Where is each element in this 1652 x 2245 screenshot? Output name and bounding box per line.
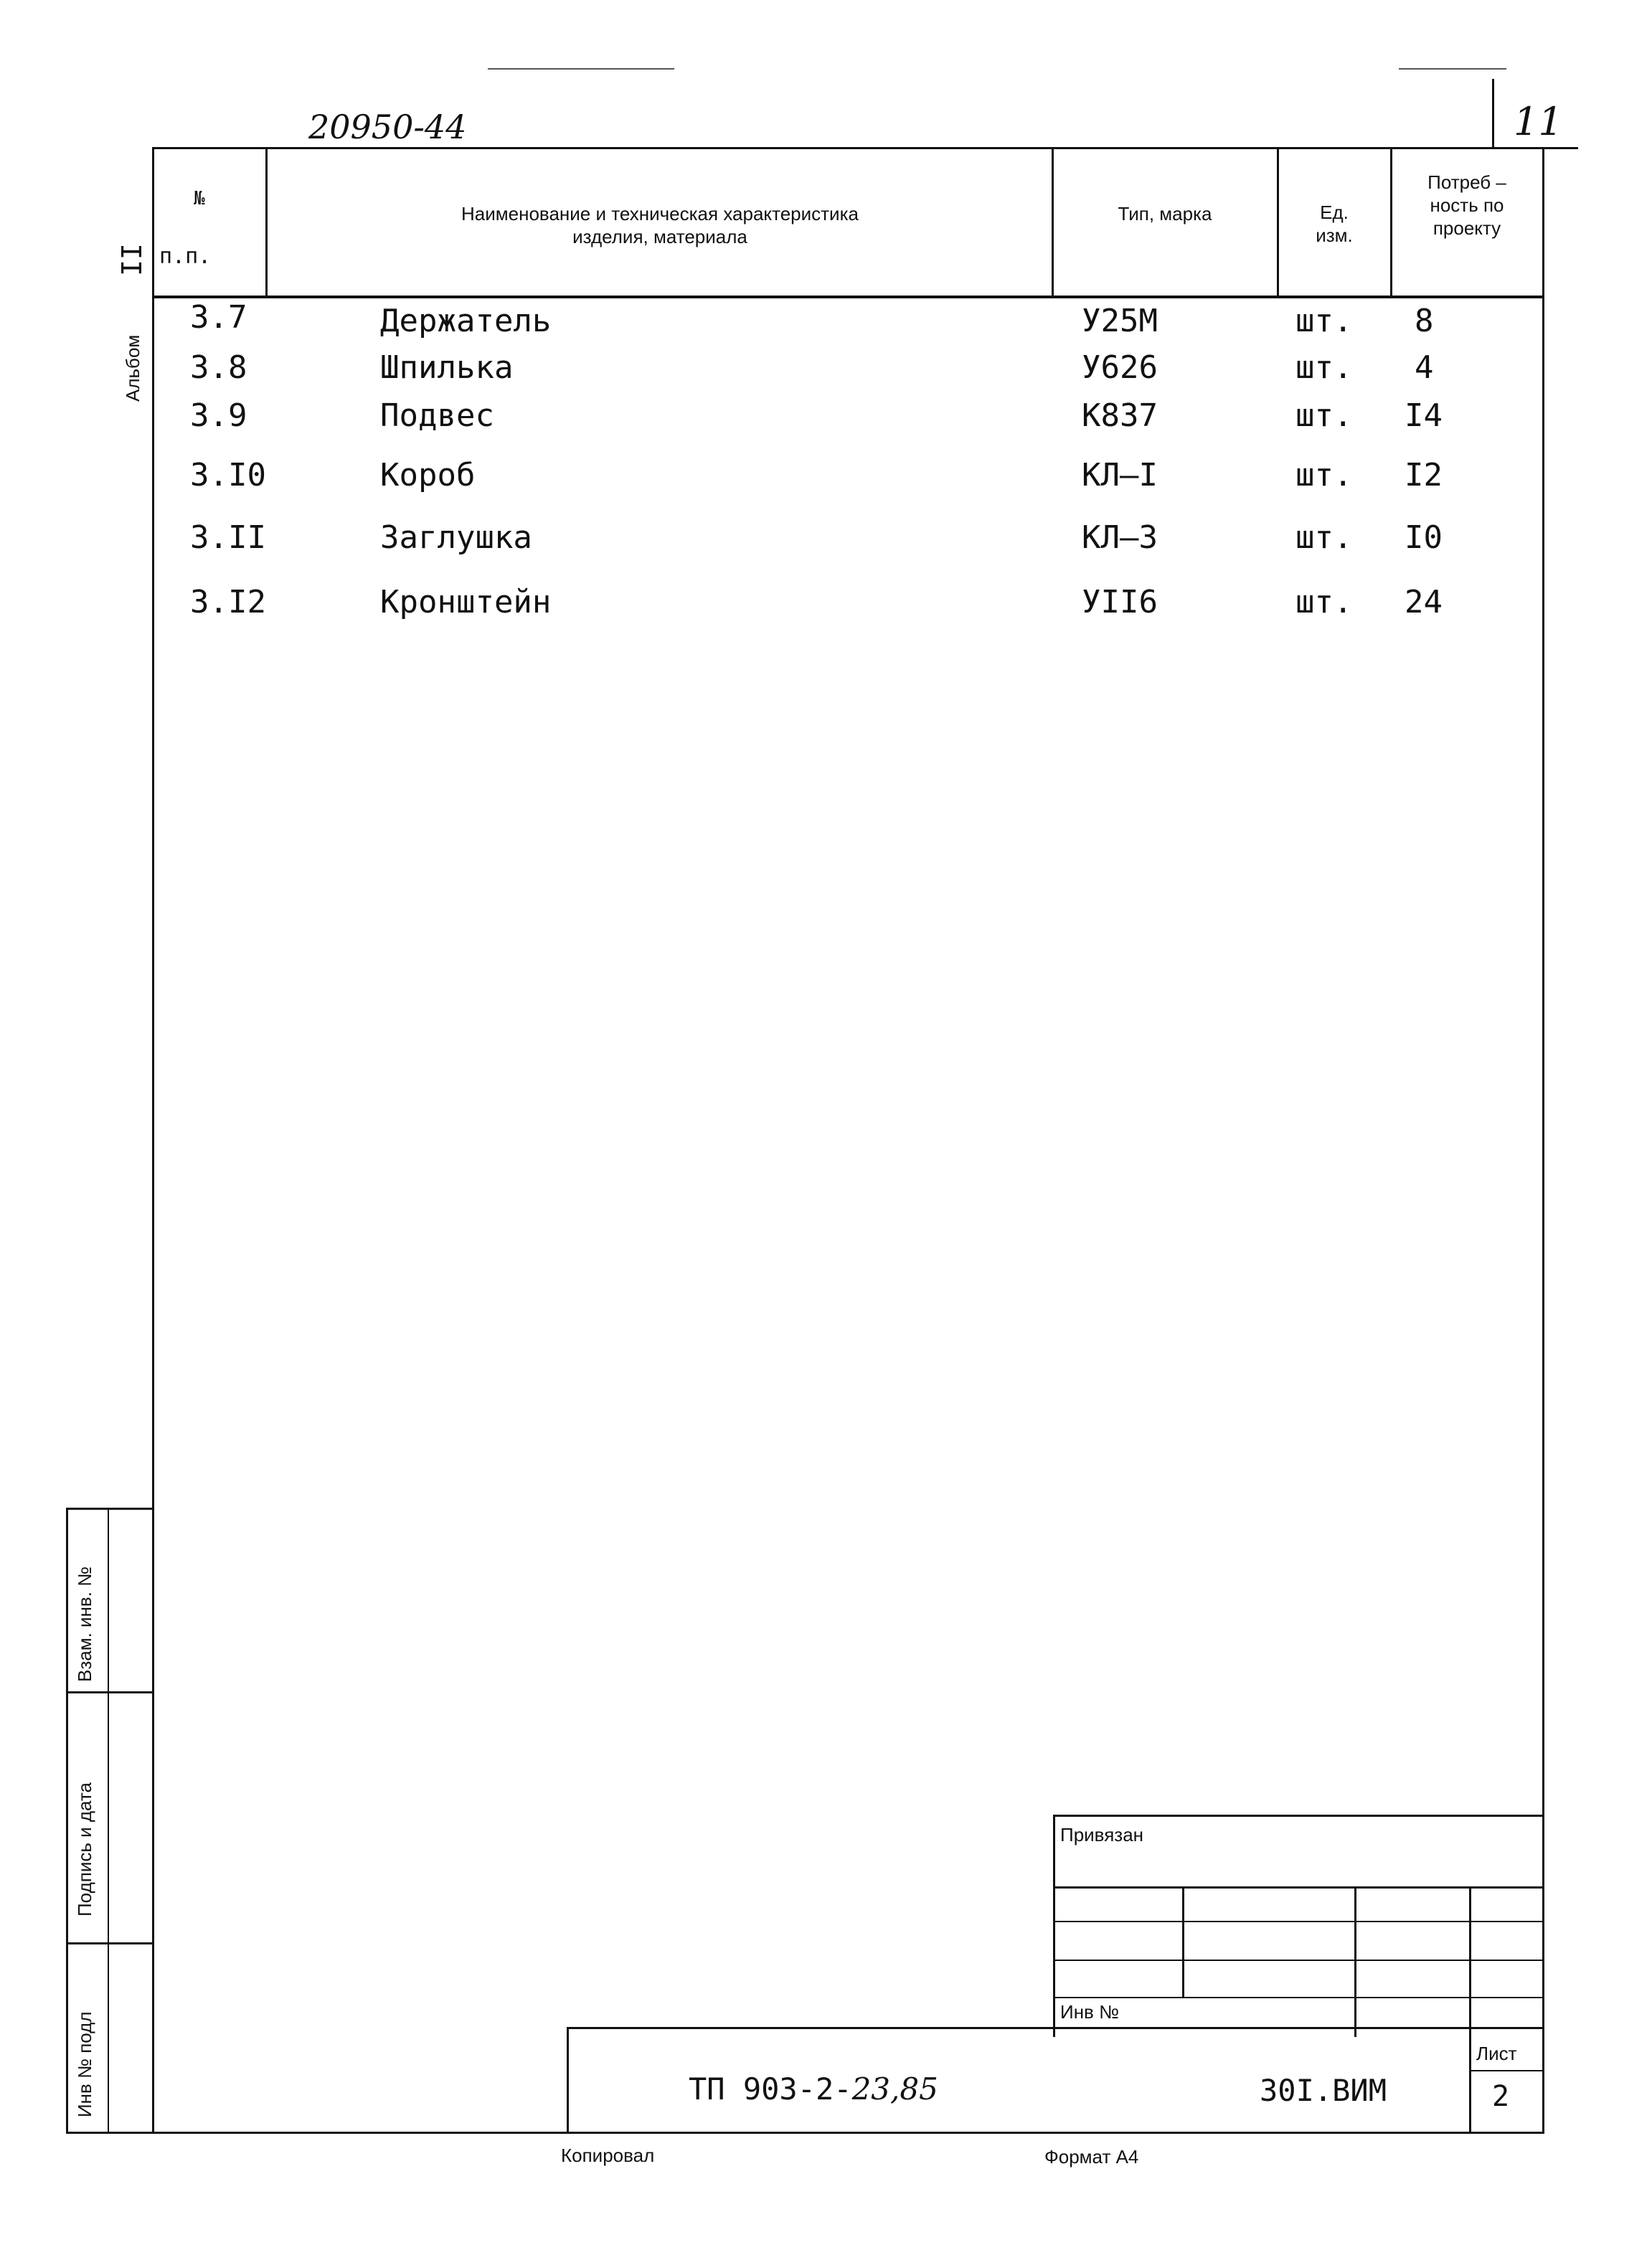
- header-col-sep-4: [1390, 147, 1392, 298]
- header-col-sep-1: [265, 147, 268, 298]
- header-col-sep-2: [1052, 147, 1054, 298]
- footer-format: Формат А4: [1044, 2146, 1139, 2168]
- tb-sheet-number: 2: [1492, 2080, 1510, 2113]
- row-num: 3.8: [190, 349, 247, 386]
- row-unit: шт.: [1295, 349, 1353, 386]
- row-type: УII6: [1082, 584, 1158, 620]
- header-name-line2: изделия, материала: [572, 226, 747, 247]
- row-name: Кронштейн: [380, 584, 552, 620]
- frame-right: [1542, 147, 1544, 2134]
- side-stamp-sep-2: [66, 1942, 152, 1944]
- doc-block-top: [567, 2027, 1544, 2029]
- tb-col-3: [1469, 1886, 1471, 2132]
- header-unit-line1: Ед.: [1320, 202, 1349, 223]
- row-name: Короб: [380, 457, 476, 493]
- side-stamp-bottom: [66, 2132, 152, 2134]
- side-stamp-podpis: Подпись и дата: [74, 1782, 95, 1916]
- row-qty: 8: [1415, 303, 1434, 339]
- tb-privyazan: Привязан: [1060, 1824, 1144, 1845]
- row-type: КЛ–I: [1082, 457, 1158, 493]
- sheet-label-sep: [1469, 2070, 1544, 2071]
- row-name: Держатель: [380, 303, 552, 339]
- row-num: 3.7: [190, 299, 247, 336]
- header-unit: [1280, 201, 1389, 247]
- row-unit: шт.: [1295, 397, 1353, 434]
- row-qty: I0: [1405, 519, 1443, 556]
- doc-suffix: 23,85: [851, 2071, 938, 2107]
- side-stamp-inv-podl: Инв № подл: [74, 2011, 95, 2117]
- album-roman: II: [116, 243, 148, 276]
- row-qty: I2: [1405, 457, 1443, 493]
- header-bottom-line: [152, 296, 1544, 298]
- header-unit-line2: изм.: [1316, 225, 1353, 246]
- row-name: Шпилька: [380, 349, 514, 386]
- row-qty: 24: [1405, 584, 1443, 620]
- side-stamp-vzam: Взам. инв. №: [74, 1566, 95, 1682]
- tb-col-2: [1354, 1886, 1356, 2037]
- row-type: К837: [1082, 397, 1158, 434]
- top-scan-mark-right: [1399, 68, 1506, 70]
- frame-top: [152, 147, 1578, 149]
- row-qty: 4: [1415, 349, 1434, 386]
- tb-col-1: [1182, 1886, 1184, 1998]
- page-corner-number: 11: [1514, 99, 1563, 144]
- tb-left: [1053, 1815, 1055, 2037]
- handwritten-code: 20950-44: [308, 108, 467, 146]
- row-unit: шт.: [1295, 584, 1353, 620]
- header-col-sep-3: [1277, 147, 1279, 298]
- header-type: Тип, марка: [1118, 203, 1212, 225]
- row-type: У25М: [1082, 303, 1158, 339]
- row-unit: шт.: [1295, 457, 1353, 493]
- side-stamp-sep-1: [66, 1691, 152, 1693]
- header-need-line3: проекту: [1432, 217, 1501, 239]
- row-unit: шт.: [1295, 303, 1353, 339]
- row-num: 3.9: [190, 397, 247, 434]
- tb-inv-no: Инв №: [1060, 2001, 1119, 2023]
- row-unit: шт.: [1295, 519, 1353, 556]
- row-num: 3.I2: [190, 584, 266, 620]
- tb-sheet-label: Лист: [1476, 2043, 1517, 2064]
- doc-code: 30I.ВИМ: [1260, 2073, 1387, 2108]
- header-num-symbol: №: [194, 188, 205, 209]
- side-stamp-divider: [108, 1508, 109, 2132]
- header-num-label: п.п.: [159, 244, 212, 269]
- album-label: Альбом: [122, 334, 143, 402]
- doc-block-left: [567, 2027, 569, 2134]
- doc-designation: [689, 2071, 938, 2107]
- frame-bottom: [152, 2132, 1544, 2134]
- footer-copied: Копировал: [561, 2145, 655, 2166]
- header-name-line1: Наименование и техническая характеристика: [461, 203, 859, 225]
- corner-divider: [1492, 79, 1494, 147]
- row-type: У626: [1082, 349, 1158, 386]
- frame-left: [152, 147, 154, 2134]
- doc-prefix: ТП 903-2-: [689, 2071, 852, 2107]
- row-name: Заглушка: [380, 519, 532, 556]
- top-scan-mark: [488, 68, 674, 70]
- row-name: Подвес: [380, 397, 494, 434]
- row-num: 3.II: [190, 519, 266, 556]
- tb-top: [1053, 1815, 1544, 1817]
- header-need-line1: Потреб –: [1427, 171, 1506, 193]
- side-stamp-top: [66, 1508, 152, 1510]
- row-qty: I4: [1405, 397, 1443, 434]
- header-name: [273, 202, 1047, 248]
- side-stamp-left: [66, 1508, 68, 2132]
- header-need-line2: ность по: [1430, 194, 1504, 216]
- row-num: 3.I0: [190, 457, 266, 493]
- header-need: [1393, 171, 1541, 240]
- row-type: КЛ–3: [1082, 519, 1158, 556]
